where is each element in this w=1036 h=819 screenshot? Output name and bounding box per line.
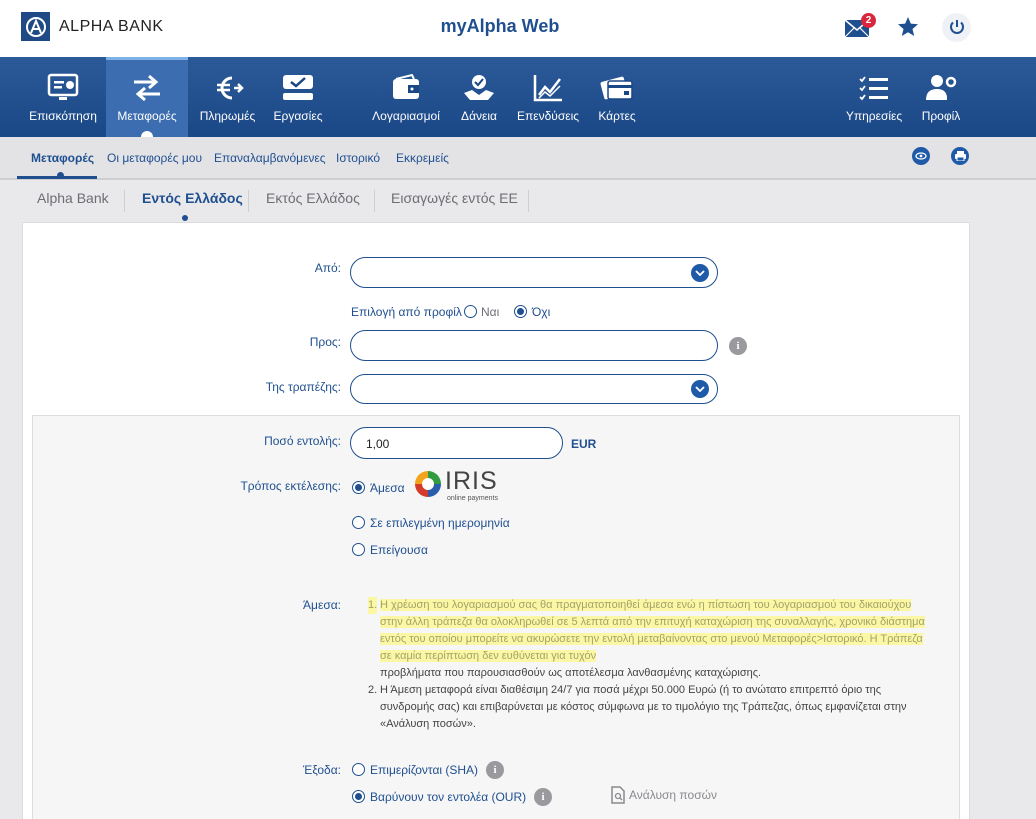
- tab-alpha-bank[interactable]: Alpha Bank: [37, 190, 109, 206]
- from-account-select[interactable]: [350, 257, 718, 288]
- immediate-notes: [365, 597, 925, 733]
- nav-overview[interactable]: [18, 57, 108, 137]
- nav-label: Κάρτες: [598, 109, 636, 123]
- amount-input[interactable]: [350, 427, 563, 459]
- profile-selection-label: Επιλογή από προφίλ: [351, 305, 462, 319]
- profile-no-label: Όχι: [532, 305, 551, 319]
- nav-accounts[interactable]: [366, 57, 446, 137]
- logout-button[interactable]: [942, 13, 971, 42]
- nav-profile[interactable]: [912, 57, 970, 137]
- power-icon: [948, 18, 966, 36]
- investment-chart-icon: [532, 73, 564, 103]
- transfer-arrows-icon: [131, 73, 163, 103]
- favorites-star-icon[interactable]: [896, 15, 920, 39]
- tab-domestic[interactable]: Εντός Ελλάδος: [142, 190, 243, 206]
- nav-label: Εργασίες: [273, 109, 323, 123]
- print-button[interactable]: [951, 147, 969, 165]
- subnav-active-dot: [57, 172, 64, 179]
- cards-icon: [600, 73, 634, 103]
- services-list-icon: [857, 73, 891, 103]
- app-title: myAlpha Web: [440, 16, 560, 36]
- tab-divider: [124, 190, 125, 212]
- tab-eu-imports[interactable]: Εισαγωγές εντός ΕΕ: [391, 190, 518, 206]
- subnav-history[interactable]: Ιστορικό: [336, 151, 381, 165]
- iris-logo-icon: [414, 470, 442, 498]
- subnav-recurring[interactable]: Επαναλαμβανόμενες: [214, 151, 326, 165]
- our-info-icon[interactable]: i: [534, 788, 552, 806]
- nav-label: Λογαριασμοί: [372, 109, 440, 123]
- nav-tasks[interactable]: [262, 57, 334, 137]
- unread-badge: 2: [861, 13, 876, 28]
- note-item-1: [365, 597, 925, 682]
- notes-label: Άμεσα:: [303, 598, 341, 612]
- to-info-icon[interactable]: i: [729, 337, 747, 355]
- amount-analysis-link[interactable]: [611, 786, 717, 804]
- profile-yes-label: Ναι: [481, 305, 500, 319]
- note-1-highlighted-text: Η χρέωση του λογαριασμού σας θα πραγματοποιηθεί άμεσα ενώ η πίστωση του λογαριασμού του δικαιούχου στην άλλη τράπεζα θα ολοκληρωθεί σε 5 λεπτά από την επιτυχή καταχώριση της συναλλαγής, χρονικό διάστημα εντός του οποίου μπορείτε να ακυρώσετε την εντολή μεταβαίνοντας στο μενού Μεταφορές>Ιστορικό. Η Τράπεζα σε καμία περίπτωση δεν ευθύνεται για τυχόν: [380, 599, 925, 662]
- euro-payment-icon: [212, 73, 244, 103]
- subnav-transfers[interactable]: Μεταφορές: [31, 151, 95, 165]
- chevron-down-icon: [691, 380, 709, 398]
- nav-investments[interactable]: [512, 57, 584, 137]
- nav-label: Επενδύσεις: [516, 109, 580, 123]
- nav-label: Επισκόπηση: [29, 109, 97, 123]
- main-navigation: [0, 57, 1036, 137]
- exec-immediate-radio[interactable]: [352, 481, 365, 494]
- nav-label: Μεταφορές: [117, 109, 177, 123]
- note-item-2: [365, 682, 925, 733]
- currency-label: EUR: [571, 437, 597, 451]
- bank-label: Της τραπέζης:: [265, 380, 341, 394]
- fees-sha-label: Επιμερίζονται (SHA): [370, 763, 479, 777]
- exec-immediate-label: Άμεσα: [370, 481, 405, 495]
- note-1-text: προβλήματα που παρουσιασθούν ως αποτέλεσμα λανθασμένης καταχώρισης.: [380, 667, 762, 679]
- nav-loans[interactable]: [448, 57, 510, 137]
- monitor-chart-icon: [47, 73, 79, 103]
- sha-info-icon[interactable]: i: [486, 761, 504, 779]
- bank-select[interactable]: [350, 374, 718, 404]
- note-number: 1.: [368, 597, 377, 614]
- iris-logo-text: IRIS: [445, 467, 498, 495]
- to-account-input[interactable]: [350, 330, 718, 361]
- tab-divider: [374, 190, 375, 212]
- fees-sha-radio[interactable]: [352, 763, 365, 776]
- subnav-my-transfers[interactable]: Οι μεταφορές μου: [107, 151, 203, 165]
- view-button[interactable]: [912, 147, 930, 165]
- handshake-icon: [462, 73, 496, 103]
- tab-divider: [248, 190, 249, 212]
- profile-no-radio[interactable]: [514, 305, 527, 318]
- note-2-text: Η Άμεση μεταφορά είναι διαθέσιμη 24/7 για ποσά μέχρι 50.000 Ευρώ (ή το ανώτατο επιτρεπτό όριο της συνδρομής σας) και επιβαρύνεται με κόστος σύμφωνα με το τιμολόγιο της Τράπεζας, όπως εμφανίζεται στην «Ανάλυση ποσών».: [380, 684, 907, 730]
- tab-divider: [528, 190, 529, 212]
- amount-value: 1,00: [366, 437, 390, 451]
- to-label: Προς:: [309, 335, 341, 349]
- from-label: Από:: [314, 261, 341, 275]
- printer-icon: [955, 151, 966, 161]
- fees-our-label: Βαρύνουν τον εντολέα (OUR): [370, 790, 527, 804]
- amount-label: Ποσό εντολής:: [264, 434, 341, 448]
- iris-logo: [414, 469, 504, 505]
- nav-services[interactable]: [838, 57, 910, 137]
- nav-payments[interactable]: [190, 57, 265, 137]
- nav-label: Προφίλ: [921, 109, 961, 123]
- nav-cards[interactable]: [584, 57, 650, 137]
- messages-button[interactable]: [844, 12, 874, 42]
- fees-label: Έξοδα:: [302, 763, 341, 777]
- wallet-icon: [390, 73, 422, 103]
- tab-abroad[interactable]: Εκτός Ελλάδος: [266, 190, 360, 206]
- execution-label: Τρόπος εκτέλεσης:: [240, 479, 341, 493]
- nav-label: Δάνεια: [461, 109, 497, 123]
- chevron-down-icon: [691, 264, 709, 282]
- tab-active-dot: [182, 215, 188, 221]
- nav-label: Πληρωμές: [199, 109, 256, 123]
- subnav-pending[interactable]: Εκκρεμείς: [396, 151, 449, 165]
- amount-analysis-label: Ανάλυση ποσών: [629, 788, 717, 802]
- nav-transfers[interactable]: [106, 57, 188, 137]
- eye-icon: [915, 152, 927, 160]
- document-search-icon: [611, 786, 625, 804]
- iris-logo-subtext: online payments: [447, 495, 498, 502]
- top-header: [0, 0, 1036, 57]
- fees-our-radio[interactable]: [352, 790, 365, 803]
- tasks-check-icon: [280, 73, 316, 103]
- nav-label: Υπηρεσίες: [845, 109, 903, 123]
- exec-date-label: Σε επιλεγμένη ημερομηνία: [370, 516, 510, 530]
- logo-text: ALPHA BANK: [59, 17, 164, 35]
- profile-gear-icon: [924, 73, 958, 103]
- exec-date-radio[interactable]: [352, 516, 365, 529]
- note-number: 2.: [368, 684, 378, 696]
- profile-yes-radio[interactable]: [464, 305, 477, 318]
- exec-urgent-label: Επείγουσα: [370, 543, 428, 557]
- exec-urgent-radio[interactable]: [352, 543, 365, 556]
